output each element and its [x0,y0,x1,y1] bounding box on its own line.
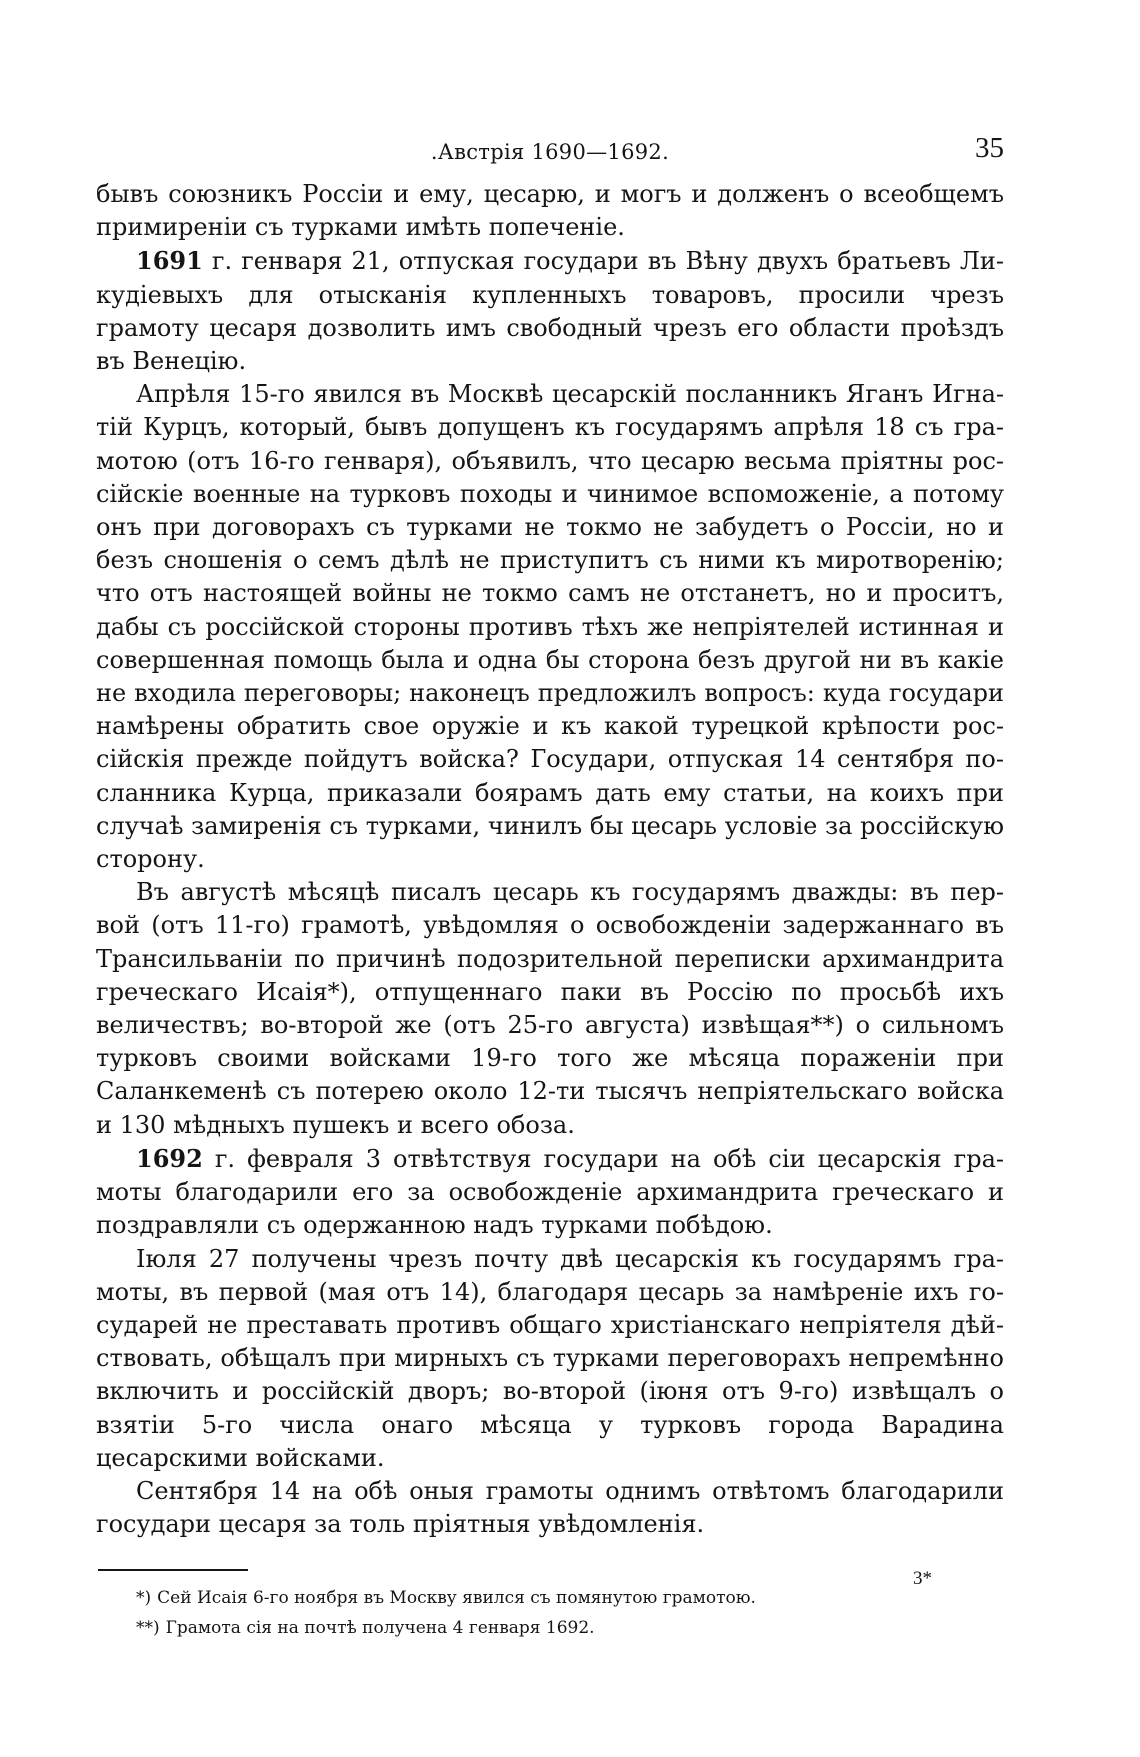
running-title: .Австрія 1690—1692. [430,140,670,164]
footnote-mark: *) [136,1588,152,1609]
footnote-rule [98,1569,248,1571]
body-text [96,178,1004,1541]
paragraph-text: г. февраля 3 отвѣтствуя государи на обѣ сіи цесарскія грамоты благодарили его за освобожденіе архимандрита греческаго и поздравляли съ одержанною надъ турками побѣдою. [96,1144,1004,1240]
year-heading: 1692 [136,1143,203,1173]
paragraph-4 [96,876,1004,1142]
paragraph-text: Іюля 27 получены чрезъ почту двѣ цесарскія къ государямъ грамоты, въ первой (мая отъ 14), благодаря цесарь за намѣреніе ихъ государей не преставать противъ общаго христіанскаго непріятеля дѣйствовать, обѣщалъ при мирныхъ съ турками переговорахъ непремѣнно включить и россійскій дворъ; во-второй (іюня отъ 9-го) извѣщалъ о взятіи 5-го числа онаго мѣсяца у турковъ города Варадина цесарскими войсками. [96,1244,1004,1472]
paragraph-5 [96,1142,1004,1243]
paragraph-2 [96,244,1004,378]
paragraph-1 [96,178,1004,244]
signature-mark: 3* [913,1568,932,1589]
running-head [96,132,1004,174]
year-heading: 1691 [136,246,203,276]
footnotes [96,1583,1004,1643]
footnote-2 [96,1613,1004,1643]
paragraph-text: бывъ союзникъ Россіи и ему, цесарю, и могъ и долженъ о всеобщемъ примиреніи съ турками имѣть попеченіе. [96,180,1004,242]
paragraph-3 [96,378,1004,876]
page-number: 35 [975,132,1004,164]
document-page [96,132,1004,1643]
footnote-mark: **) [136,1618,160,1639]
paragraph-text: Въ августѣ мѣсяцѣ писалъ цесарь къ государямъ дважды: въ первой (отъ 11-го) грамотѣ, увѣдомляя о освобожденіи задержаннаго въ Трансильваніи по причинѣ подозрительной переписки архимандрита греческаго Исаія*), отпущеннаго паки въ Россію по просьбѣ ихъ величествъ; во-второй же (отъ 25-го августа) извѣщая**) о сильномъ турковъ своими войсками 19-го того же мѣсяца пораженіи при Саланкеменѣ съ потерею около 12-ти тысячъ непріятельскаго войска и 130 мѣдныхъ пушекъ и всего обоза. [96,878,1004,1139]
paragraph-7 [96,1475,1004,1541]
footnote-text: Грамота сія на почтѣ получена 4 генваря 1692. [165,1618,595,1639]
footnote-1 [96,1583,1004,1613]
paragraph-6 [96,1243,1004,1475]
paragraph-text: Апрѣля 15-го явился въ Москвѣ цесарскій посланникъ Яганъ Игнатій Курцъ, который, бывъ допущенъ къ государямъ апрѣля 18 съ грамотою (отъ 16-го генваря), объявилъ, что цесарю весьма пріятны россійскіе военные на турковъ походы и чинимое вспоможеніе, а потому онъ при договорахъ съ турками не токмо не забудетъ о Россіи, но и безъ сношенія о семъ дѣлѣ не приступитъ съ ними къ миротворенію; что отъ настоящей войны не токмо самъ не отстанетъ, но и проситъ, дабы съ россійской стороны противъ тѣхъ же непріятелей истинная и совершенная помощь была и одна бы сторона безъ другой ни въ какіе не входила переговоры; наконецъ предложилъ вопросъ: куда государи намѣрены обратить свое оружіе и къ какой турецкой крѣпости россійскія прежде пойдутъ войска? Государи, отпуская 14 сентября посланника Курца, приказали боярамъ дать ему статьи, на коихъ при случаѣ замиренія съ турками, чинилъ бы цесарь условіе за россійскую сторону. [96,380,1004,874]
paragraph-text: Сентября 14 на обѣ оныя грамоты однимъ отвѣтомъ благодарили государи цесаря за толь пріятныя увѣдомленія. [96,1476,1004,1539]
paragraph-text: г. генваря 21, отпуская государи въ Вѣну двухъ братьевъ Ликудіевыхъ для отысканія купленныхъ товаровъ, просили чрезъ грамоту цесаря дозволить имъ свободный чрезъ его области проѣздъ въ Венецію. [96,247,1004,376]
footnote-text: Сей Исаія 6-го ноября въ Москву явился съ помянутою грамотою. [157,1588,756,1609]
